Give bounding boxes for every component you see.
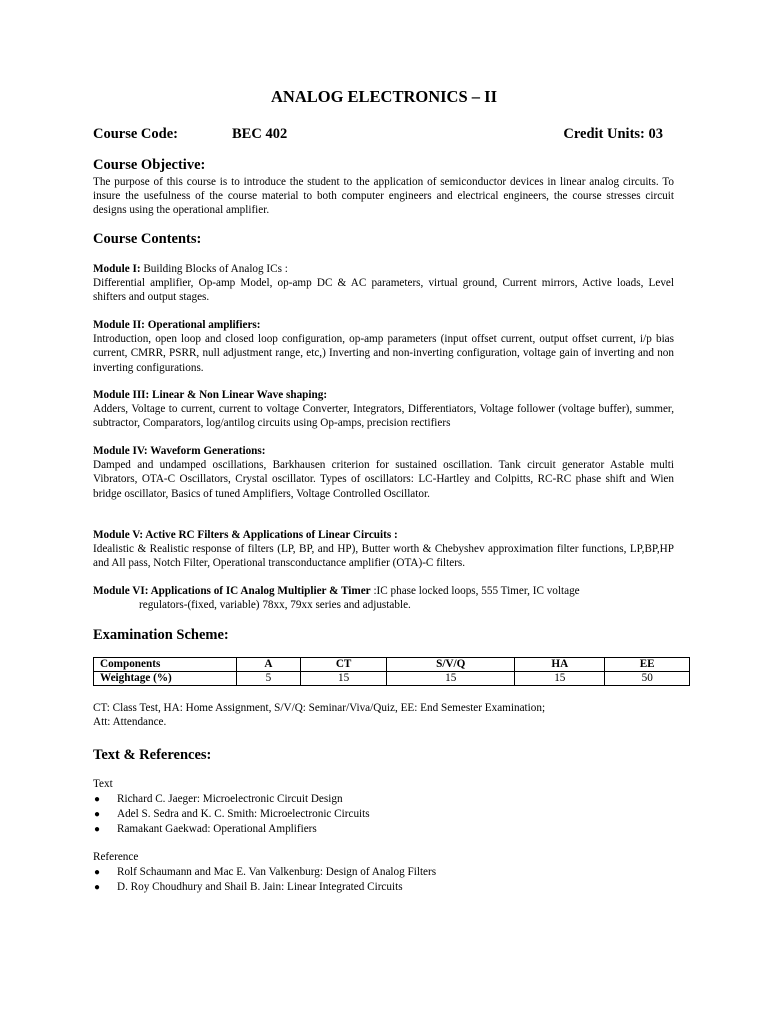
exam-table [93,657,690,686]
exam-header-cell: S/V/Q [387,658,515,672]
exam-header-cell: EE [605,658,690,672]
module-2-text: Introduction, open loop and closed loop configuration, op-amp parameters (input offset current, output offset current, i/p bias current, CMRR, PSRR, null adjustment range, etc,) Inverting and non-inverting configuration, voltage gain of inverting and non inverting configurations. [93,333,674,374]
list-item [93,807,370,822]
bullet-icon: ● [94,824,101,835]
bullet-icon: ● [94,794,101,805]
exam-row-cell: 15 [515,672,605,686]
exam-heading: Examination Scheme: [93,627,229,643]
text-list-label: Text [93,778,113,790]
module-1 [93,262,674,305]
exam-row-cell: Weightage (%) [94,672,237,686]
module-2-title: Module II: Operational amplifiers: [93,319,261,331]
module-5-text: Idealistic & Realistic response of filters (LP, BP, and HP), Butter worth & Chebyshev approximation filter functions, LP,BP,HP and All pass, Notch Filter, Operational transconductance amplifier (OTA)-C filters. [93,543,674,570]
bullet-icon: ● [94,882,101,893]
module-4-text: Damped and undamped oscillations, Barkhausen criterion for sustained oscillation. Tank circuit generator Astable multi Vibrators, OTA-C Oscillators, Crystal oscillator. Types of oscillators: LC-Hartley and Colpitts, RC-RC phase shift and Wien bridge oscillator, Basics of tuned Amplifiers, Voltage Controlled Oscillator. [93,459,674,500]
course-code-label: Course Code: [93,126,178,142]
exam-header-cell: Components [94,658,237,672]
list-item [93,792,370,807]
exam-table-row [94,672,690,686]
exam-row-cell: 50 [605,672,690,686]
exam-legend [93,701,674,729]
list-item-text: Adel S. Sedra and K. C. Smith: Microelectronic Circuits [117,808,370,820]
contents-heading: Course Contents: [93,231,202,247]
exam-header-cell: HA [515,658,605,672]
course-code-row [93,126,675,146]
module-1-text: Differential amplifier, Op-amp Model, op-amp DC & AC parameters, virtual ground, Current mirrors, Active loads, Level shifters and output stages. [93,277,674,304]
module-4 [93,444,674,501]
objective-heading: Course Objective: [93,157,206,173]
bullet-icon: ● [94,867,101,878]
module-5-title: Module V: Active RC Filters & Applications of Linear Circuits : [93,529,398,541]
module-3-title: Module III: Linear & Non Linear Wave shaping: [93,389,328,401]
exam-table-header-row [94,658,690,672]
credit-units: Credit Units: 03 [563,126,663,142]
page-title: ANALOG ELECTRONICS – II [270,87,497,106]
references-heading: Text & References: [93,747,212,763]
exam-legend-line-2: Att: Attendance. [93,716,167,729]
module-6 [93,584,674,612]
list-item-text: D. Roy Choudhury and Shail B. Jain: Linear Integrated Circuits [117,881,403,893]
module-6-text-first: :IC phase locked loops, 555 Timer, IC voltage [370,585,580,597]
module-1-subtitle: Building Blocks of Analog ICs : [140,263,288,275]
list-item-text: Ramakant Gaekwad: Operational Amplifiers [117,823,317,835]
module-6-text-second: regulators-(fixed, variable) 78xx, 79xx series and adjustable. [139,599,411,612]
objective-text: The purpose of this course is to introduce the student to the application of semiconductor devices in linear analog circuits. To insure the usefulness of the course material to both computer engineers and electrical engineers, the course stresses circuit designs using the operational amplifier. [93,176,674,217]
exam-row-cell: 15 [387,672,515,686]
exam-header-cell: A [237,658,301,672]
module-5 [93,528,674,571]
reference-list-label: Reference [93,851,139,863]
exam-row-cell: 5 [237,672,301,686]
module-3-text: Adders, Voltage to current, current to voltage Converter, Integrators, Differentiators, Voltage follower (voltage buffer), summer, subtractor, Comparators, log/antilog circuits using Op-amps, precision rectifiers [93,403,674,430]
exam-header-cell: CT [300,658,386,672]
module-3 [93,388,674,431]
text-list [93,777,370,837]
list-item [93,865,436,880]
exam-legend-line-1: CT: Class Test, HA: Home Assignment, S/V/Q: Seminar/Viva/Quiz, EE: End Semester Examination; [93,702,546,714]
bullet-icon: ● [94,809,101,820]
list-item-text: Rolf Schaumann and Mac E. Van Valkenburg: Design of Analog Filters [117,866,437,878]
list-item [93,880,436,895]
module-2 [93,318,674,375]
reference-list [93,850,436,895]
course-code-value: BEC 402 [232,126,288,142]
module-6-title: Module VI: Applications of IC Analog Multiplier & Timer [93,585,371,597]
module-4-title: Module IV: Waveform Generations: [93,445,266,457]
module-1-title: Module I: [93,263,141,275]
exam-row-cell: 15 [300,672,386,686]
list-item-text: Richard C. Jaeger: Microelectronic Circuit Design [117,793,343,805]
list-item [93,822,370,837]
